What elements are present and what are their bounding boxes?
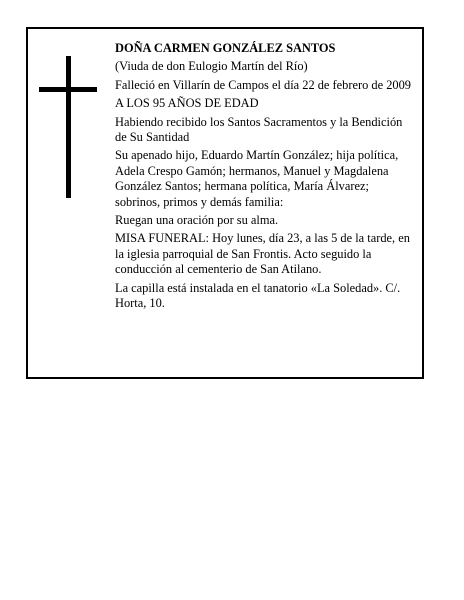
family-info: Su apenado hijo, Eduardo Martín González; hija política, Adela Crespo Gamón; hermanos, Manuel y Magdalena González Santos; hermana política, María Álvarez; sobrinos, primos y demás familia: bbox=[115, 148, 399, 209]
widow-of: (Viuda de don Eulogio Martín del Río) bbox=[115, 59, 308, 74]
cross-icon bbox=[66, 56, 71, 198]
obituary-notice bbox=[26, 27, 424, 379]
cross-icon-bar bbox=[39, 87, 97, 92]
prayer-request: Ruegan una oración por su alma. bbox=[115, 213, 279, 228]
age-info: A LOS 95 AÑOS DE EDAD bbox=[115, 96, 259, 111]
death-info: Falleció en Villarín de Campos el día 22 de febrero de 2009 bbox=[115, 77, 411, 92]
sacraments-info: Habiendo recibido los Santos Sacramentos y la Bendición de Su Santidad bbox=[115, 114, 403, 145]
obituary-text bbox=[115, 41, 415, 315]
chapel-info: La capilla está instalada en el tanatorio «La Soledad». C/. Horta, 10. bbox=[115, 280, 401, 311]
deceased-name: DOÑA CARMEN GONZÁLEZ SANTOS bbox=[115, 41, 336, 55]
funeral-info: MISA FUNERAL: Hoy lunes, día 23, a las 5 de la tarde, en la iglesia parroquial de San Frontis. Acto seguido la conducción al cementerio de San Atilano. bbox=[115, 231, 410, 277]
